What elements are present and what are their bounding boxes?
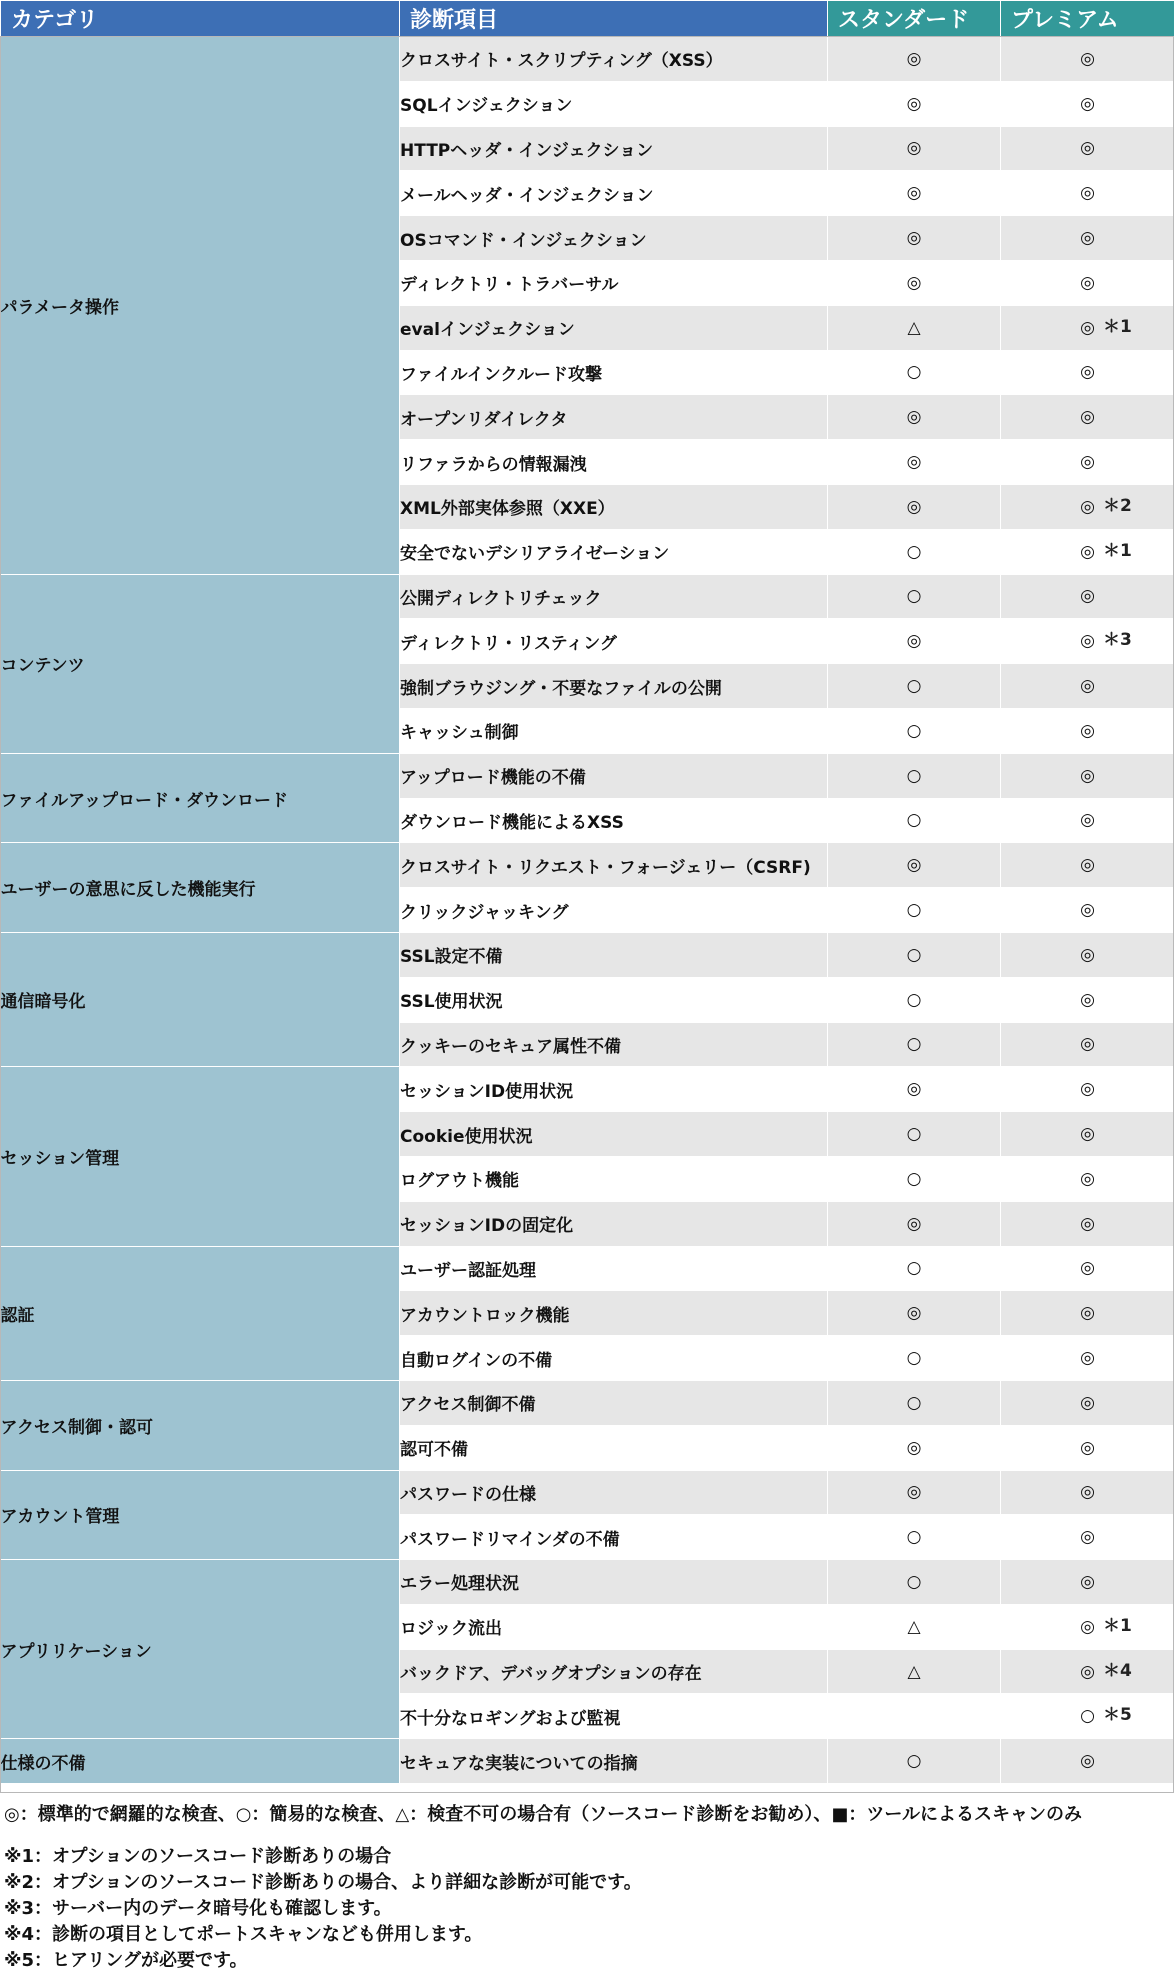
category-cell: アクセス制御・認可 bbox=[1, 1380, 400, 1470]
item-cell: 自動ログインの不備 bbox=[400, 1336, 828, 1381]
table-row bbox=[1, 753, 1175, 798]
item-cell: キャッシュ制御 bbox=[400, 708, 828, 753]
premium-mark: ◎ bbox=[1080, 541, 1095, 562]
table-row bbox=[1, 1470, 1175, 1515]
premium-cell bbox=[1001, 1694, 1175, 1739]
premium-cell bbox=[1001, 529, 1175, 574]
premium-mark: ◎ bbox=[1080, 720, 1095, 741]
item-cell: ディレクトリ・トラバーサル bbox=[400, 260, 828, 305]
item-cell: SSL使用状況 bbox=[400, 977, 828, 1022]
item-cell: パスワードリマインダの不備 bbox=[400, 1515, 828, 1560]
standard-mark: ○ bbox=[828, 798, 1001, 843]
item-cell: OSコマンド・インジェクション bbox=[400, 216, 828, 261]
premium-mark: ◎ bbox=[1080, 676, 1095, 697]
standard-mark: ○ bbox=[828, 932, 1001, 977]
header-item: 診断項目 bbox=[400, 1, 828, 37]
standard-mark: ◎ bbox=[828, 1470, 1001, 1515]
standard-mark: ○ bbox=[828, 1336, 1001, 1381]
item-cell: アカウントロック機能 bbox=[400, 1291, 828, 1336]
item-cell: バックドア、デバッグオプションの存在 bbox=[400, 1649, 828, 1694]
footnote-marker: ＊1 bbox=[1103, 540, 1132, 561]
premium-cell bbox=[1001, 81, 1175, 126]
premium-cell bbox=[1001, 1067, 1175, 1112]
premium-cell bbox=[1001, 37, 1175, 82]
premium-mark: ◎ bbox=[1080, 1124, 1095, 1145]
premium-mark: ◎ bbox=[1080, 900, 1095, 921]
premium-mark: ◎ bbox=[1080, 317, 1095, 338]
standard-mark: △ bbox=[828, 305, 1001, 350]
premium-cell bbox=[1001, 1246, 1175, 1291]
item-cell: クロスサイト・リクエスト・フォージェリー（CSRF) bbox=[400, 843, 828, 888]
premium-mark: ◎ bbox=[1080, 586, 1095, 607]
standard-mark: ◎ bbox=[828, 619, 1001, 664]
table-row bbox=[1, 1739, 1175, 1784]
premium-cell bbox=[1001, 977, 1175, 1022]
table-row bbox=[1, 1380, 1175, 1425]
item-cell: アクセス制御不備 bbox=[400, 1380, 828, 1425]
table-body bbox=[1, 37, 1175, 1784]
standard-mark: ○ bbox=[828, 1515, 1001, 1560]
footnote-5: ※5：ヒアリングが必要です。 bbox=[4, 1950, 248, 1971]
footnotes bbox=[4, 1844, 1172, 1974]
premium-cell bbox=[1001, 708, 1175, 753]
item-cell: セッションIDの固定化 bbox=[400, 1201, 828, 1246]
premium-mark: ◎ bbox=[1080, 944, 1095, 965]
premium-cell bbox=[1001, 1739, 1175, 1784]
premium-mark: ◎ bbox=[1080, 855, 1095, 876]
footnote-3: ※3：サーバー内のデータ暗号化も確認します。 bbox=[4, 1898, 392, 1919]
premium-cell bbox=[1001, 395, 1175, 440]
item-cell: アップロード機能の不備 bbox=[400, 753, 828, 798]
premium-cell bbox=[1001, 171, 1175, 216]
premium-mark: ◎ bbox=[1080, 765, 1095, 786]
premium-cell bbox=[1001, 664, 1175, 709]
premium-mark: ◎ bbox=[1080, 810, 1095, 831]
premium-cell bbox=[1001, 305, 1175, 350]
standard-mark: ○ bbox=[828, 753, 1001, 798]
item-cell: ログアウト機能 bbox=[400, 1156, 828, 1201]
premium-cell bbox=[1001, 1425, 1175, 1470]
standard-mark: ◎ bbox=[828, 216, 1001, 261]
item-cell: 不十分なロギングおよび監視 bbox=[400, 1694, 828, 1739]
item-cell: SSL設定不備 bbox=[400, 932, 828, 977]
premium-mark: ○ bbox=[1080, 1706, 1095, 1727]
premium-mark: ◎ bbox=[1080, 1034, 1095, 1055]
standard-mark: ○ bbox=[828, 708, 1001, 753]
item-cell: クッキーのセキュア属性不備 bbox=[400, 1022, 828, 1067]
category-cell: パラメータ操作 bbox=[1, 37, 400, 575]
premium-cell bbox=[1001, 1201, 1175, 1246]
standard-mark: ○ bbox=[828, 1246, 1001, 1291]
category-cell: アプリリケーション bbox=[1, 1560, 400, 1739]
premium-mark: ◎ bbox=[1080, 1661, 1095, 1682]
standard-mark: ○ bbox=[828, 1739, 1001, 1784]
premium-mark: ◎ bbox=[1080, 1527, 1095, 1548]
table-row bbox=[1, 574, 1175, 619]
footnote-marker: ＊1 bbox=[1103, 1615, 1132, 1636]
standard-mark: ◎ bbox=[828, 1291, 1001, 1336]
item-cell: SQLインジェクション bbox=[400, 81, 828, 126]
item-cell: メールヘッダ・インジェクション bbox=[400, 171, 828, 216]
premium-cell bbox=[1001, 1649, 1175, 1694]
standard-mark: ○ bbox=[828, 529, 1001, 574]
standard-mark: ◎ bbox=[828, 1425, 1001, 1470]
premium-cell bbox=[1001, 1470, 1175, 1515]
premium-mark: ◎ bbox=[1080, 1303, 1095, 1324]
table-row bbox=[1, 932, 1175, 977]
legend-text: ◎：標準的で網羅的な検査、○：簡易的な検査、△：検査不可の場合有（ソースコード診断をお勧め）、■：ツールによるスキャンのみ bbox=[4, 1804, 1082, 1825]
premium-mark: ◎ bbox=[1080, 138, 1095, 159]
premium-mark: ◎ bbox=[1080, 1213, 1095, 1234]
item-cell: クリックジャッキング bbox=[400, 888, 828, 933]
premium-mark: ◎ bbox=[1080, 272, 1095, 293]
standard-mark: ◎ bbox=[828, 843, 1001, 888]
standard-mark: ○ bbox=[828, 1112, 1001, 1157]
premium-cell bbox=[1001, 216, 1175, 261]
footnote-marker: ＊2 bbox=[1103, 495, 1132, 516]
item-cell: ディレクトリ・リスティング bbox=[400, 619, 828, 664]
premium-mark: ◎ bbox=[1080, 1437, 1095, 1458]
premium-cell bbox=[1001, 1291, 1175, 1336]
standard-mark: △ bbox=[828, 1649, 1001, 1694]
premium-cell bbox=[1001, 1156, 1175, 1201]
item-cell: パスワードの仕様 bbox=[400, 1470, 828, 1515]
premium-mark: ◎ bbox=[1080, 1079, 1095, 1100]
table-row bbox=[1, 1246, 1175, 1291]
item-cell: リファラからの情報漏洩 bbox=[400, 440, 828, 485]
category-cell: アカウント管理 bbox=[1, 1470, 400, 1560]
premium-cell bbox=[1001, 440, 1175, 485]
premium-mark: ◎ bbox=[1080, 989, 1095, 1010]
category-cell: セッション管理 bbox=[1, 1067, 400, 1246]
item-cell: HTTPヘッダ・インジェクション bbox=[400, 126, 828, 171]
premium-cell bbox=[1001, 753, 1175, 798]
item-cell: セッションID使用状況 bbox=[400, 1067, 828, 1112]
footnote-2: ※2：オプションのソースコード診断ありの場合、より詳細な診断が可能です。 bbox=[4, 1872, 642, 1893]
footnote-marker: ＊1 bbox=[1103, 316, 1132, 337]
item-cell: ダウンロード機能によるXSS bbox=[400, 798, 828, 843]
premium-cell bbox=[1001, 1515, 1175, 1560]
footnote-marker: ＊3 bbox=[1103, 630, 1132, 651]
item-cell: evalインジェクション bbox=[400, 305, 828, 350]
category-cell: ユーザーの意思に反した機能実行 bbox=[1, 843, 400, 933]
standard-mark bbox=[828, 1694, 1001, 1739]
premium-mark: ◎ bbox=[1080, 1482, 1095, 1503]
item-cell: ロジック流出 bbox=[400, 1604, 828, 1649]
footnote-marker: ＊5 bbox=[1103, 1705, 1132, 1726]
premium-cell bbox=[1001, 126, 1175, 171]
premium-cell bbox=[1001, 932, 1175, 977]
standard-mark: ◎ bbox=[828, 395, 1001, 440]
premium-cell bbox=[1001, 1604, 1175, 1649]
footnote-4: ※4：診断の項目としてポートスキャンなども併用します。 bbox=[4, 1924, 483, 1945]
premium-mark: ◎ bbox=[1080, 631, 1095, 652]
footnote-1: ※1：オプションのソースコード診断ありの場合 bbox=[4, 1846, 392, 1867]
premium-mark: ◎ bbox=[1080, 1392, 1095, 1413]
standard-mark: ◎ bbox=[828, 126, 1001, 171]
premium-cell bbox=[1001, 574, 1175, 619]
standard-mark: ◎ bbox=[828, 171, 1001, 216]
premium-mark: ◎ bbox=[1080, 48, 1095, 69]
standard-mark: ○ bbox=[828, 1022, 1001, 1067]
premium-mark: ◎ bbox=[1080, 1258, 1095, 1279]
premium-mark: ◎ bbox=[1080, 1571, 1095, 1592]
standard-mark: ◎ bbox=[828, 484, 1001, 529]
category-cell: 認証 bbox=[1, 1246, 400, 1380]
header-premium: プレミアム bbox=[1001, 1, 1175, 37]
premium-cell bbox=[1001, 798, 1175, 843]
item-cell: 強制ブラウジング・不要なファイルの公開 bbox=[400, 664, 828, 709]
premium-mark: ◎ bbox=[1080, 1616, 1095, 1637]
premium-mark: ◎ bbox=[1080, 183, 1095, 204]
premium-cell bbox=[1001, 1560, 1175, 1605]
standard-mark: ◎ bbox=[828, 81, 1001, 126]
premium-cell bbox=[1001, 350, 1175, 395]
premium-mark: ◎ bbox=[1080, 1751, 1095, 1772]
header-standard: スタンダード bbox=[828, 1, 1001, 37]
premium-cell bbox=[1001, 260, 1175, 305]
premium-mark: ◎ bbox=[1080, 93, 1095, 114]
premium-cell bbox=[1001, 843, 1175, 888]
premium-cell bbox=[1001, 1336, 1175, 1381]
premium-mark: ◎ bbox=[1080, 407, 1095, 428]
item-cell: 安全でないデシリアライゼーション bbox=[400, 529, 828, 574]
table-row bbox=[1, 1560, 1175, 1605]
premium-mark: ◎ bbox=[1080, 362, 1095, 383]
table-row bbox=[1, 1067, 1175, 1112]
table-row bbox=[1, 37, 1175, 82]
premium-mark: ◎ bbox=[1080, 496, 1095, 517]
header-category: カテゴリ bbox=[1, 1, 400, 37]
standard-mark: ○ bbox=[828, 1156, 1001, 1201]
premium-cell bbox=[1001, 1380, 1175, 1425]
standard-mark: ○ bbox=[828, 888, 1001, 933]
item-cell: ファイルインクルード攻撃 bbox=[400, 350, 828, 395]
standard-mark: ○ bbox=[828, 977, 1001, 1022]
item-cell: XML外部実体参照（XXE） bbox=[400, 484, 828, 529]
standard-mark: ○ bbox=[828, 1560, 1001, 1605]
table-row bbox=[1, 843, 1175, 888]
footnote-marker: ＊4 bbox=[1103, 1660, 1132, 1681]
standard-mark: ◎ bbox=[828, 37, 1001, 82]
item-cell: 認可不備 bbox=[400, 1425, 828, 1470]
premium-mark: ◎ bbox=[1080, 228, 1095, 249]
standard-mark: ◎ bbox=[828, 260, 1001, 305]
item-cell: Cookie使用状況 bbox=[400, 1112, 828, 1157]
item-cell: クロスサイト・スクリプティング（XSS） bbox=[400, 37, 828, 82]
category-cell: 仕様の不備 bbox=[1, 1739, 400, 1784]
category-cell: コンテンツ bbox=[1, 574, 400, 753]
standard-mark: △ bbox=[828, 1604, 1001, 1649]
standard-mark: ○ bbox=[828, 664, 1001, 709]
item-cell: 公開ディレクトリチェック bbox=[400, 574, 828, 619]
premium-mark: ◎ bbox=[1080, 452, 1095, 473]
standard-mark: ◎ bbox=[828, 1201, 1001, 1246]
category-cell: 通信暗号化 bbox=[1, 932, 400, 1066]
standard-mark: ○ bbox=[828, 350, 1001, 395]
premium-cell bbox=[1001, 1112, 1175, 1157]
item-cell: ユーザー認証処理 bbox=[400, 1246, 828, 1291]
standard-mark: ○ bbox=[828, 1380, 1001, 1425]
premium-cell bbox=[1001, 1022, 1175, 1067]
table-header-row bbox=[1, 1, 1175, 37]
standard-mark: ○ bbox=[828, 574, 1001, 619]
premium-mark: ◎ bbox=[1080, 1348, 1095, 1368]
premium-cell bbox=[1001, 484, 1175, 529]
premium-cell bbox=[1001, 888, 1175, 933]
item-cell: エラー処理状況 bbox=[400, 1560, 828, 1605]
premium-cell bbox=[1001, 619, 1175, 664]
item-cell: セキュアな実装についての指摘 bbox=[400, 1739, 828, 1784]
standard-mark: ◎ bbox=[828, 1067, 1001, 1112]
category-cell: ファイルアップロード・ダウンロード bbox=[1, 753, 400, 843]
premium-mark: ◎ bbox=[1080, 1168, 1095, 1189]
item-cell: オープンリダイレクタ bbox=[400, 395, 828, 440]
standard-mark: ◎ bbox=[828, 440, 1001, 485]
